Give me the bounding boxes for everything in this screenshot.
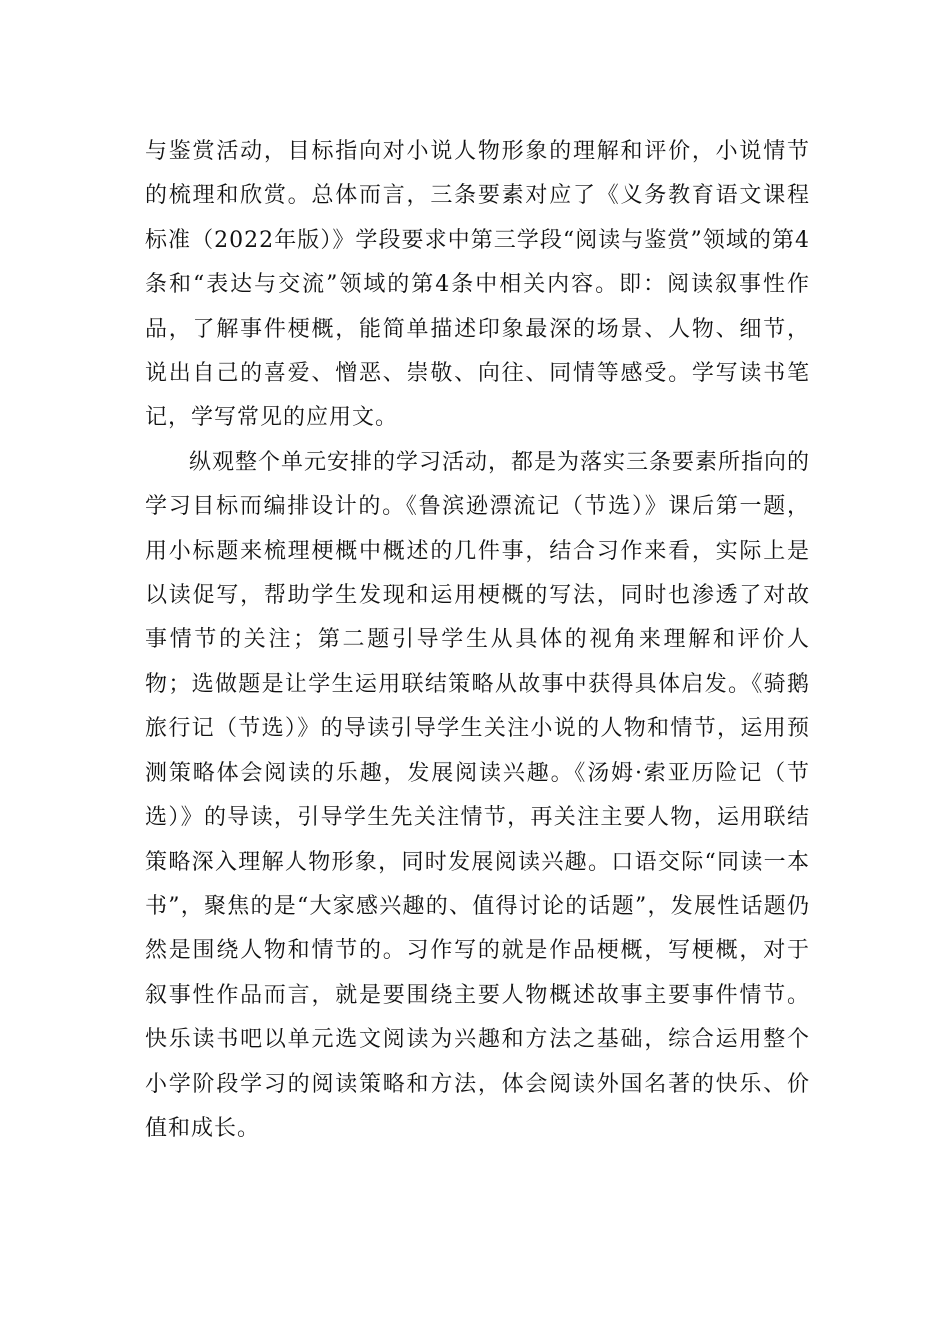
paragraph-unit-activities: 纵观整个单元安排的学习活动，都是为落实三条要素所指向的学习目标而编排设计的。《鲁滨逊漂流记（节选）》课后第一题，用小标题来梳理梗概中概述的几件事，结合习作来看，实际上是以读促写，帮助学生发现和运用梗概的写法，同时也渗透了对故事情节的关注；第二题引导学生从具体的视角来理解和评价人物；选做题是让学生运用联结策略从故事中获得具体启发。《骑鹅旅行记（节选）》的导读引导学生关注小说的人物和情节，运用预测策略体会阅读的乐趣，发展阅读兴趣。《汤姆·索亚历险记（节选）》的导读，引导学生先关注情节，再关注主要人物，运用联结策略深入理解人物形象，同时发展阅读兴趣。口语交际“同读一本书”，聚焦的是“大家感兴趣的、值得讨论的话题”，发展性话题仍然是围绕人物和情节的。习作写的就是作品梗概，写梗概，对于叙事性作品而言，就是要围绕主要人物概述故事主要事件情节。快乐读书吧以单元选文阅读为兴趣和方法之基础，综合运用整个小学阶段学习的阅读策略和方法，体会阅读外国名著的快乐、价值和成长。 <box>145 449 811 1141</box>
document-body <box>145 130 810 1151</box>
paragraph-continuation: 与鉴赏活动，目标指向对小说人物形象的理解和评价，小说情节的梳理和欣赏。总体而言，三条要素对应了《义务教育语文课程标准（2022年版）》学段要求中第三学段“阅读与鉴赏”领域的第4条和“表达与交流”领域的第4条中相关内容。即：阅读叙事性作品，了解事件梗概，能简单描述印象最深的场景、人物、细节，说出自己的喜爱、憎恶、崇敬、向往、同情等感受。学写读书笔记，学写常见的应用文。 <box>145 139 810 431</box>
